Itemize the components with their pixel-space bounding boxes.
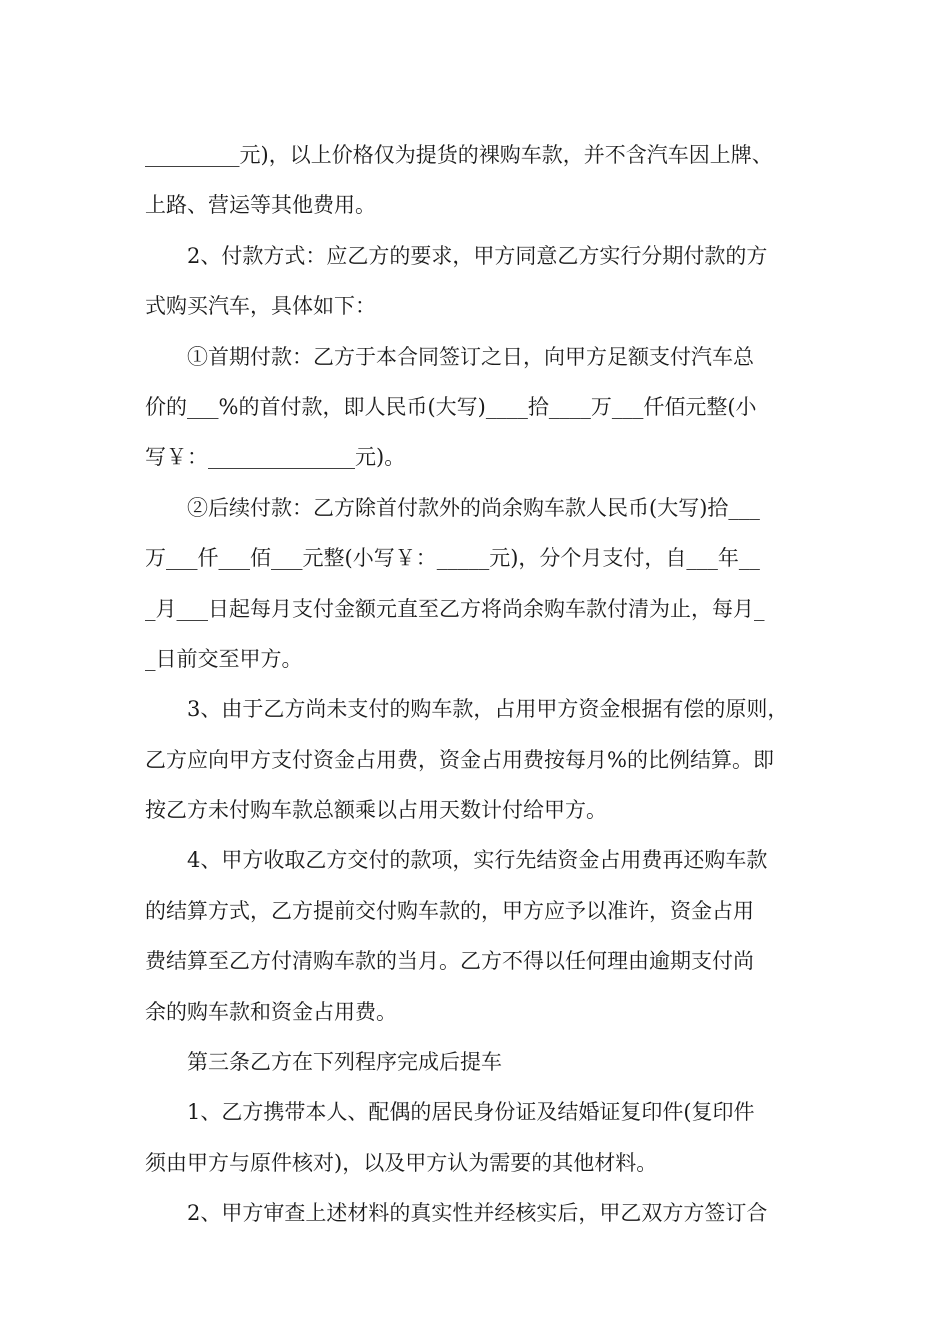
text-line: 价的___%的首付款，即人民币(大写)____拾____万___仟佰元整(小 bbox=[145, 394, 757, 419]
text-line: 2、甲方审查上述材料的真实性并经核实后，甲乙双方方签订合 bbox=[187, 1201, 768, 1226]
text-line: 3、由于乙方尚未支付的购车款，占用甲方资金根据有偿的原则， bbox=[187, 697, 789, 722]
text-line: 1、乙方携带本人、配偶的居民身份证及结婚证复印件(复印件 bbox=[187, 1100, 755, 1125]
text-line: 式购买汽车，具体如下： bbox=[145, 294, 376, 319]
text-line: 须由甲方与原件核对)，以及甲方认为需要的其他材料。 bbox=[145, 1150, 658, 1175]
section-heading: 第三条乙方在下列程序完成后提车 bbox=[187, 1050, 502, 1075]
text-line: _日前交至甲方。 bbox=[145, 646, 303, 671]
text-line: ①首期付款：乙方于本合同签订之日，向甲方足额支付汽车总 bbox=[187, 344, 754, 369]
text-line: _月___日起每月支付金额元直至乙方将尚余购车款付清为止，每月_ bbox=[145, 596, 765, 621]
text-line: 上路、营运等其他费用。 bbox=[145, 193, 376, 218]
text-line: 按乙方未付购车款总额乘以占用天数计付给甲方。 bbox=[145, 798, 607, 823]
contract-body-text bbox=[145, 130, 825, 1239]
text-line: 万___仟___佰___元整(小写￥：_____元)，分个月支付，自___年__ bbox=[145, 546, 760, 571]
text-line: 乙方应向甲方支付资金占用费，资金占用费按每月%的比例结算。即 bbox=[145, 747, 774, 772]
text-line: _________元)，以上价格仅为提货的裸购车款，并不含汽车因上牌、 bbox=[145, 143, 773, 167]
text-line: 费结算至乙方付清购车款的当月。乙方不得以任何理由逾期支付尚 bbox=[145, 949, 754, 974]
text-line: 4、甲方收取乙方交付的款项，实行先结资金占用费再还购车款 bbox=[187, 848, 768, 873]
text-line: 写￥：______________元)。 bbox=[145, 445, 406, 470]
text-line: ②后续付款：乙方除首付款外的尚余购车款人民币(大写)拾___ bbox=[187, 495, 760, 520]
text-line: 余的购车款和资金占用费。 bbox=[145, 999, 397, 1024]
text-line: 的结算方式，乙方提前交付购车款的，甲方应予以准许，资金占用 bbox=[145, 898, 754, 923]
text-line: 2、付款方式：应乙方的要求，甲方同意乙方实行分期付款的方 bbox=[187, 243, 768, 268]
